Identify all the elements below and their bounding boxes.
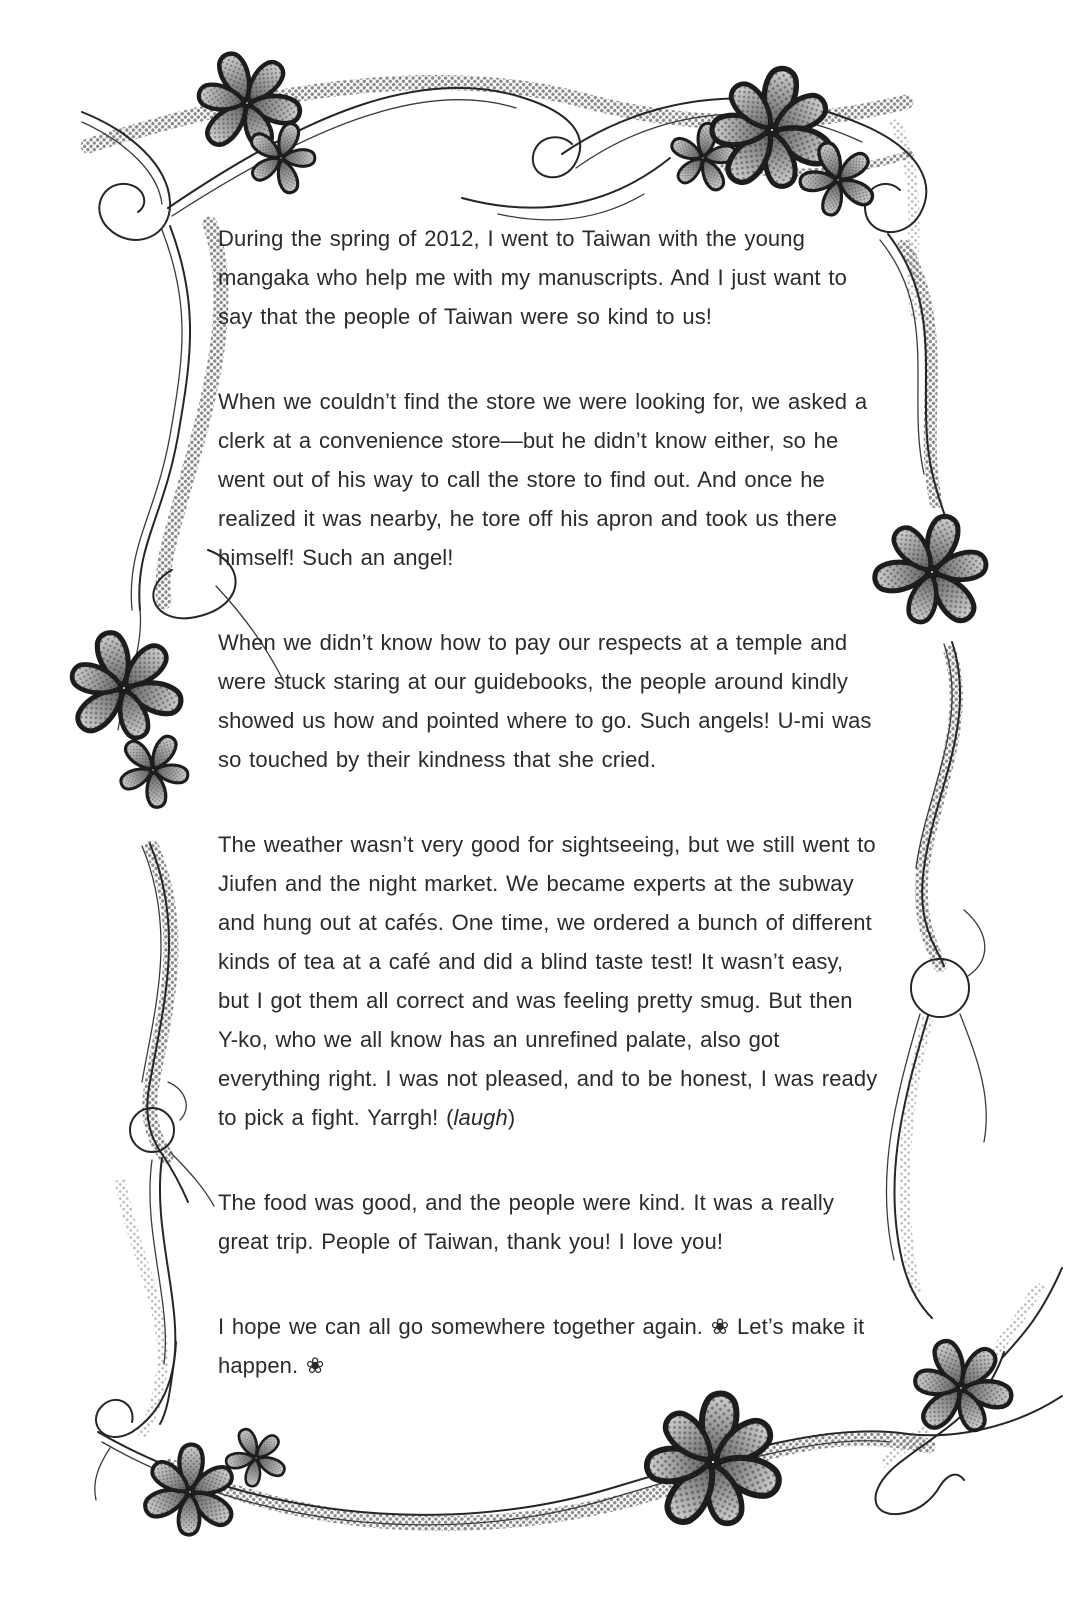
paragraph-text: When we couldn’t find the store we were looking for, we asked a clerk at a convenience store—but he didn’t know either, so he went out of his way to call the store to find out. And once he realized it was nearby, he tore off his apron and took us there himself! Such an angel! <box>218 389 868 570</box>
flower-right-middle <box>859 495 1011 645</box>
paragraph-temple <box>218 623 878 779</box>
paragraph-italic-laugh: laugh <box>453 1105 508 1130</box>
flower-left-middle-large <box>58 620 191 750</box>
paragraph-text: When we didn’t know how to pay our respects at a temple and were stuck staring at our guidebooks, the people around kindly showed us how and pointed where to go. Such angels! U-mi was so touched by their kindness that she cried. <box>218 630 872 772</box>
afterword-text-block <box>218 219 878 1431</box>
flower-left-middle-small <box>103 719 203 819</box>
paragraph-text: The food was good, and the people were kind. It was a really great trip. People of Taiwan, thank you! I love you! <box>218 1190 834 1254</box>
paragraph-convenience-store <box>218 382 878 577</box>
paragraph-closing <box>218 1307 878 1385</box>
paragraph-sightseeing-tea-test <box>218 825 878 1137</box>
paragraph-text: I hope we can all go somewhere together again. ❀ Let’s make it happen. ❀ <box>218 1314 865 1378</box>
paragraph-thanks <box>218 1183 878 1261</box>
paragraph-text: The weather wasn’t very good for sightseeing, but we still went to Jiufen and the night market. We became experts at the subway and hung out at cafés. One time, we ordered a bunch of different kinds of tea at a café and did a blind taste test! It wasn’t easy, but I got them all correct and was feeling pretty smug. But then Y-ko, who we all know has an unrefined palate, also got everything right. I was not pleased, and to be honest, I was ready to pick a fight. Yarrgh! ( <box>218 832 878 1130</box>
paragraph-text: During the spring of 2012, I went to Taiwan with the young mangaka who help me with my manuscripts. And I just want to say that the people of Taiwan were so kind to us! <box>218 226 847 329</box>
paragraph-text-after: ) <box>507 1105 516 1130</box>
paragraph-trip-intro <box>218 219 878 336</box>
